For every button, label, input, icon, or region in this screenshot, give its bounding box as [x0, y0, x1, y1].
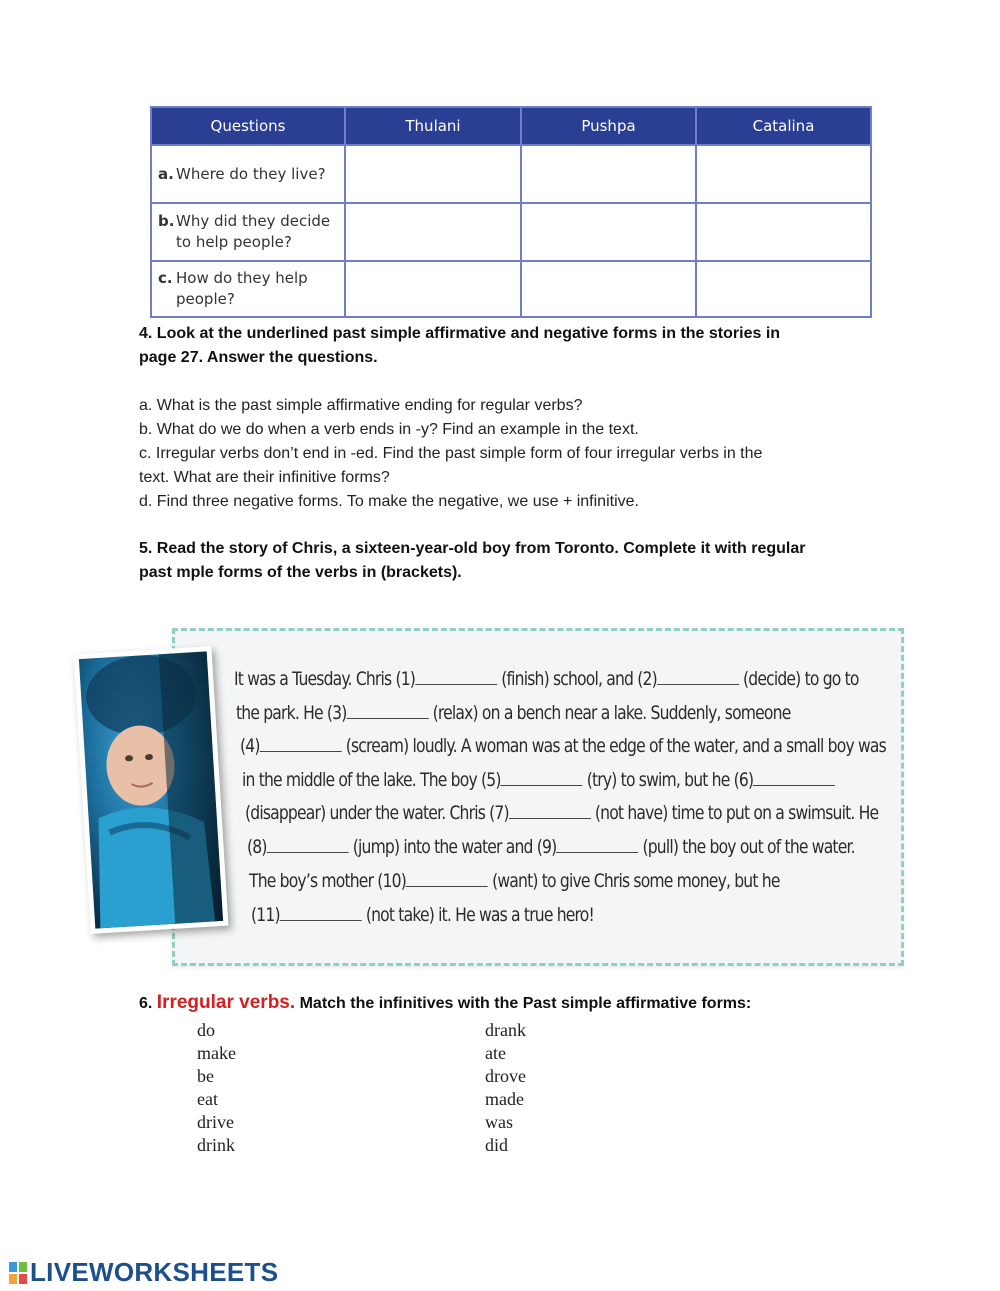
question-text: Why did they decide to help people?: [176, 212, 331, 251]
liveworksheets-logo-icon: [9, 1262, 27, 1284]
question-cell: [151, 261, 345, 317]
question-d: d. Find three negative forms. To make the negative, we use + infinitive.: [139, 493, 639, 510]
infinitive-item[interactable]: be: [197, 1066, 214, 1086]
story-line: [236, 702, 790, 724]
story-line: [245, 802, 878, 824]
table-row: [151, 261, 871, 317]
blank-11[interactable]: [280, 906, 362, 921]
question-text: Where do they live?: [176, 164, 326, 183]
infinitive-item[interactable]: eat: [197, 1089, 218, 1109]
infinitive-item[interactable]: drive: [197, 1112, 234, 1132]
question-c-cont: text. What are their infinitive forms?: [139, 469, 390, 486]
blank-6[interactable]: [753, 771, 835, 786]
past-form-item[interactable]: made: [485, 1089, 524, 1109]
answer-cell-thulani[interactable]: [345, 261, 521, 317]
story-text: the park. He (3): [236, 702, 347, 724]
story-text: It was a Tuesday. Chris (1): [234, 668, 416, 690]
past-forms-list: [485, 1019, 526, 1157]
story-line: [240, 735, 886, 757]
answer-cell-pushpa[interactable]: [521, 261, 696, 317]
baby-illustration: [79, 651, 223, 928]
infinitive-item[interactable]: drink: [197, 1135, 235, 1155]
story-text: The boy’s mother (10): [249, 870, 406, 892]
story-text: (4): [240, 735, 260, 757]
answer-cell-pushpa[interactable]: [521, 203, 696, 261]
question-text: How do they help people?: [176, 269, 308, 308]
blank-1[interactable]: [415, 670, 497, 685]
story-line: [242, 769, 835, 791]
story-text: in the middle of the lake. The boy (5): [242, 769, 501, 791]
blank-3[interactable]: [346, 704, 428, 719]
section4-questions: [139, 394, 762, 514]
story-text: (want) to give Chris some money, but he: [492, 870, 780, 892]
story-text: (scream) loudly. A woman was at the edge of the water, and a small boy was: [345, 735, 886, 757]
table-header-row: [151, 107, 871, 145]
header-questions: Questions: [151, 107, 345, 145]
section5-heading: [139, 537, 805, 585]
infinitive-item[interactable]: make: [197, 1043, 236, 1063]
story-text: (11): [251, 904, 280, 926]
section6-number: 6.: [139, 995, 153, 1012]
question-c: c. Irregular verbs don’t end in -ed. Find the past simple form of four irregular verbs in the: [139, 445, 763, 462]
header-thulani: Thulani: [345, 107, 521, 145]
question-cell: [151, 203, 345, 261]
past-form-item[interactable]: did: [485, 1135, 509, 1155]
story-text: (finish) school, and (2): [501, 668, 657, 690]
section4-heading-line: 4. Look at the underlined past simple affirmative and negative forms in the stories in: [139, 325, 781, 342]
question-letter: a.: [158, 164, 174, 183]
infinitives-list: [197, 1019, 236, 1157]
table-row: [151, 145, 871, 203]
header-catalina: Catalina: [696, 107, 871, 145]
story-line: [249, 870, 780, 892]
story-text: (decide) to go to: [742, 668, 859, 690]
question-letter: b.: [158, 212, 175, 230]
baby-photo-image: [79, 651, 223, 928]
past-form-item[interactable]: was: [485, 1112, 513, 1132]
story-line: [234, 668, 859, 690]
answer-cell-thulani[interactable]: [345, 145, 521, 203]
answer-cell-thulani[interactable]: [345, 203, 521, 261]
section4-heading: [139, 322, 780, 370]
section5-heading-line: 5. Read the story of Chris, a sixteen-year-old boy from Toronto. Complete it with regular: [139, 540, 806, 557]
past-form-item[interactable]: drove: [485, 1066, 526, 1086]
answer-cell-catalina[interactable]: [696, 145, 871, 203]
answer-cell-catalina[interactable]: [696, 203, 871, 261]
section5-heading-line: past mple forms of the verbs in (brackets).: [139, 564, 462, 581]
question-a: a. What is the past simple affirmative ending for regular verbs?: [139, 397, 583, 414]
section6-title: Irregular verbs.: [156, 992, 296, 1013]
story-line: [251, 904, 594, 926]
story-text: (not take) it. He was a true hero!: [365, 904, 594, 926]
answer-cell-pushpa[interactable]: [521, 145, 696, 203]
past-form-item[interactable]: drank: [485, 1020, 526, 1040]
infinitive-item[interactable]: do: [197, 1020, 215, 1040]
blank-4[interactable]: [260, 737, 342, 752]
past-form-item[interactable]: ate: [485, 1043, 506, 1063]
story-line: [247, 836, 855, 858]
section6-instruction: Match the infinitives with the Past simple affirmative forms:: [299, 995, 752, 1012]
blank-8[interactable]: [267, 838, 349, 853]
story-text: (disappear) under the water. Chris (7): [245, 802, 509, 824]
question-b: b. What do we do when a verb ends in -y? Find an example in the text.: [139, 421, 639, 438]
story-text: (try) to swim, but he (6): [586, 769, 754, 791]
blank-7[interactable]: [509, 804, 591, 819]
section4-heading-line: page 27. Answer the questions.: [139, 349, 378, 366]
story-text: (not have) time to put on a swimsuit. He: [594, 802, 879, 824]
blank-9[interactable]: [556, 838, 638, 853]
question-cell: [151, 145, 345, 203]
table-row: [151, 203, 871, 261]
story-text: (pull) the boy out of the water.: [642, 836, 855, 858]
answer-cell-catalina[interactable]: [696, 261, 871, 317]
blank-10[interactable]: [406, 872, 488, 887]
header-pushpa: Pushpa: [521, 107, 696, 145]
blank-2[interactable]: [657, 670, 739, 685]
story-text: (jump) into the water and (9): [352, 836, 557, 858]
liveworksheets-logo[interactable]: LIVEWORKSHEETS: [30, 1257, 279, 1287]
section6-heading: [139, 992, 751, 1014]
baby-photo: [74, 646, 229, 934]
question-letter: c.: [158, 269, 173, 287]
questions-table: [150, 106, 872, 318]
story-text: (relax) on a bench near a lake. Suddenly, someone: [432, 702, 791, 724]
story-text: (8): [247, 836, 267, 858]
blank-5[interactable]: [501, 771, 583, 786]
